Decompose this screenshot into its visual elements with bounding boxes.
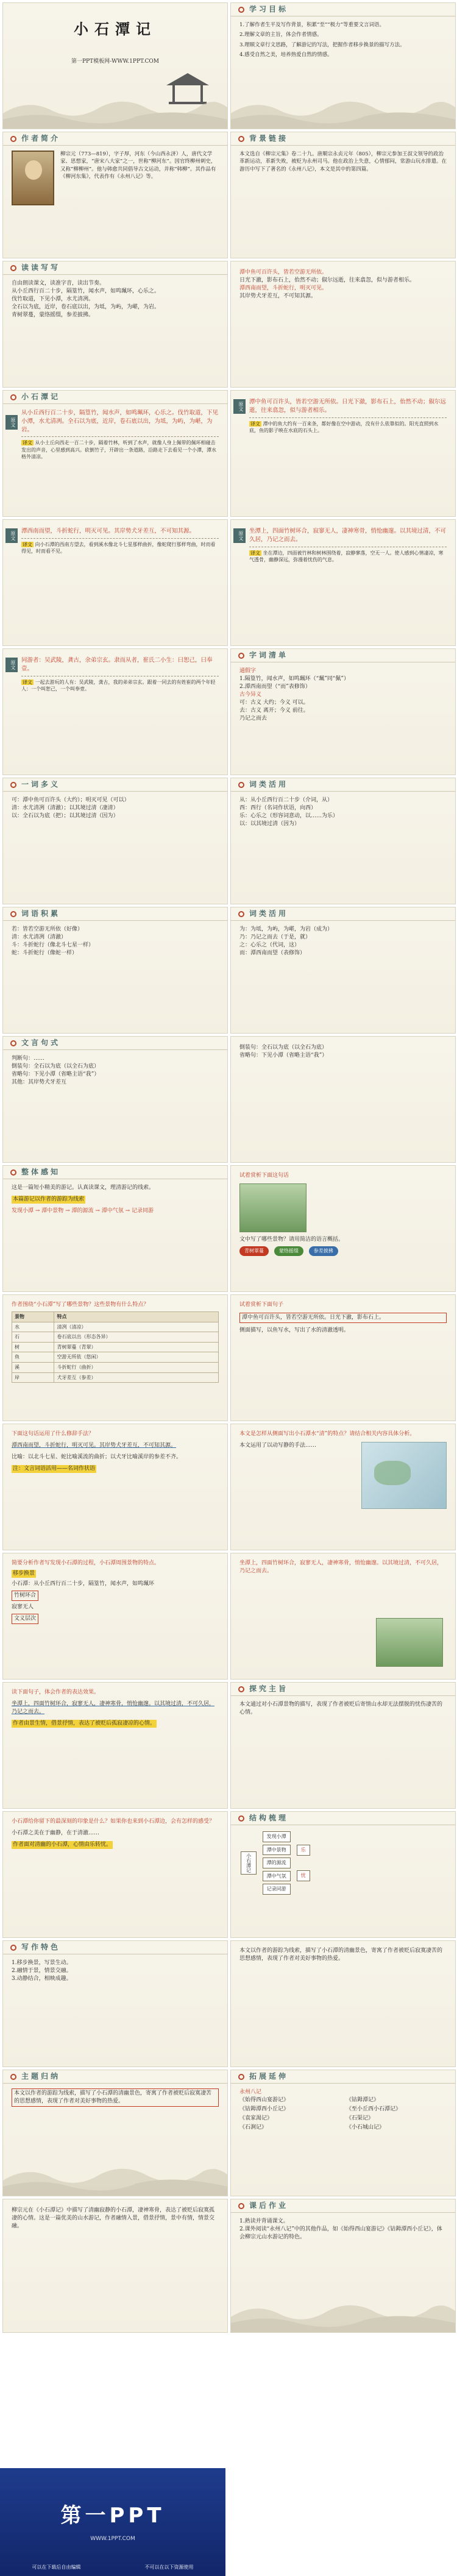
cilei-row: 乐：心乐之（形容词意动，以……为乐） xyxy=(239,813,339,820)
slide-header xyxy=(3,132,227,146)
last-text: 柳宗元在《小石潭记》中描写了清幽寂静的小石潭，凄神寒骨，表达了被贬后寂寞孤凄的心情。这是一篇优美的山水游记，作者融情入景，借景抒情，景中有情，情景交融。 xyxy=(12,2207,215,2230)
juzi-item: 省略句：下见小潭（省略主语“我”） xyxy=(239,1052,328,1059)
original-text: 坐潭上，四面竹树环合，寂寥无人，凄神寒骨，悄怆幽邃。以其境过清，不可久居，乃记之而去。 xyxy=(249,528,447,543)
slide-header xyxy=(3,778,227,792)
circle-icon xyxy=(238,2074,244,2080)
tuozhan-item: 《钴鉧潭记》 xyxy=(346,2097,380,2104)
slide-title: 探究主旨 xyxy=(249,1684,289,1693)
text2-slide xyxy=(230,390,456,517)
translation-box xyxy=(21,538,219,555)
juzi-item: 倒装句：全石以为底（以全石为底） xyxy=(12,1063,100,1070)
xiaomian-title: 下面这句话运用了什么修辞手法？ xyxy=(12,1431,94,1437)
zuofa-note: 作者由景生情，借景抒情，表达了被贬后孤寂凄凉的心情。 xyxy=(12,1720,157,1728)
translation-box xyxy=(249,417,447,435)
circle-icon xyxy=(10,2074,16,2080)
slide-header xyxy=(3,261,227,275)
tuozhan-item: 《石渠记》 xyxy=(346,2115,374,2122)
xiezuo-item: 1.移步换景，写景生动。 xyxy=(12,1960,72,1966)
tuozhan-item: 《始得西山宴游记》 xyxy=(239,2097,289,2104)
zhuti-text: 本文通过对小石潭景物的描写，表现了作者被贬后寄情山水却无法摆脱的忧伤凄苦的心情。 xyxy=(239,1701,443,1716)
original-tag: 原文 xyxy=(5,415,18,430)
wei-slide xyxy=(230,907,456,1034)
ruo-row: 蛇：斗折蛇行（像蛇一样） xyxy=(12,950,78,957)
table-cell: 清冽（清凉） xyxy=(54,1322,219,1332)
yiduo-item: 可：潭中鱼可百许头（大约）；明灭可见（可以） xyxy=(12,797,130,803)
jiegou-slide xyxy=(230,1811,456,1938)
zuofa-text: 坐潭上，四面竹树环合，寂寥无人，凄神寒骨，悄怆幽邃。以其境过清，不可久居，乃记之而去。 xyxy=(239,1560,443,1575)
diagram-node: 潭中景物 xyxy=(263,1845,291,1856)
hills-decoration xyxy=(3,92,227,129)
yiduo-item: 以：全石以为底（把）；以其境过清（因为） xyxy=(12,813,119,820)
reading-line: 全石以为底，近岸，卷石底以出，为坻，为屿，为嵁，为岩。 xyxy=(12,304,160,311)
structure-diagram xyxy=(239,1830,447,1931)
bubble-label: 青树翠蔓 xyxy=(239,1246,269,1256)
circle-icon xyxy=(10,1945,16,1951)
slide-title: 小石潭记 xyxy=(21,392,61,401)
xiaomian-tip: 注：文言词语活用——名词作状语 xyxy=(12,1465,96,1473)
cilei-slide xyxy=(230,778,456,904)
circle-icon xyxy=(238,653,244,659)
vocab-slide xyxy=(230,648,456,775)
background-text: 本文选自《柳宗元集》卷二十九。唐顺宗永贞元年（805），柳宗元参加王叔文领导的政治革新运动，革新失败，被贬为永州司马。他在政治上失意，心情郁闷，常游山玩水排遣。在游历中写下了著名的《永州八记》，本文是其中的第四篇。 xyxy=(239,151,447,172)
cover-slide xyxy=(2,2,228,129)
reading-line: 潭中鱼可百许头，皆若空游无所依。 xyxy=(239,269,328,275)
circle-icon xyxy=(10,136,16,142)
xiaomian-text: 潭西南而望，斗折蛇行，明灭可见。其岸势犬牙差互，不可知其源。 xyxy=(12,1442,177,1449)
juzi-item: 省略句：下见小潭（省略主语“我”） xyxy=(12,1071,100,1078)
xiaomian-slide xyxy=(2,1424,228,1550)
translation-tag: 译文 xyxy=(23,541,32,547)
slide-title: 一词多义 xyxy=(21,779,61,789)
translation-box xyxy=(21,676,219,693)
circle-icon xyxy=(10,394,16,400)
zhongjie-text: 本文以作者的游踪为线索，描写了小石潭的清幽景色，寄寓了作者被贬后寂寞凄苦的思想感情，表现了作者对美好事物的热爱。 xyxy=(239,1948,443,1962)
wei-row: 而：潭西南而望（表修饰） xyxy=(239,950,306,957)
table-cell: 鱼 xyxy=(12,1352,54,1363)
slide-title: 学习目标 xyxy=(249,4,289,13)
reading-slide-2 xyxy=(230,261,456,388)
table-header: 特点 xyxy=(54,1312,219,1322)
table-title: 作者围绕“小石潭”写了哪些景物？这些景物有什么特点？ xyxy=(12,1302,149,1308)
original-text: 潭西南而望，斗折蛇行，明灭可见。其岸势犬牙差互，不可知其源。 xyxy=(21,528,196,534)
list-item: 4.感受自然之美，培养热爱自然的情感。 xyxy=(239,51,333,58)
author-portrait xyxy=(12,151,54,205)
slide-header xyxy=(3,907,227,921)
juzi-item: 倒装句：全石以为底（以全石为底） xyxy=(239,1045,328,1051)
translation-text: 向小石潭的西南方望去，看到溪水像北斗七星那样曲折，像蛇爬行那样弯曲，时而看得见，时而看不见。 xyxy=(21,541,216,555)
table-cell: 水 xyxy=(12,1322,54,1332)
original-tag: 原文 xyxy=(233,399,246,414)
zuofa-slide xyxy=(2,1682,228,1809)
hills-decoration xyxy=(231,92,455,129)
vocab-item: 可：古义 大约；今义 可以。 xyxy=(239,700,309,706)
reading-line: 青树翠蔓，蒙络摇缀，参差披拂。 xyxy=(12,312,94,319)
ruo-row: 若：皆若空游无所依（好像） xyxy=(12,926,83,932)
zhengti-slide xyxy=(2,1165,228,1292)
table-row xyxy=(12,1332,219,1343)
xinshang-text: 文中写了哪些景物？请用简洁的语言概括。 xyxy=(239,1237,344,1243)
slide-header xyxy=(231,1812,455,1825)
translation-box xyxy=(21,436,219,461)
zuoye-slide xyxy=(230,2199,456,2333)
zhengti-line2: 发现小潭 → 潭中景物 → 潭的源流 → 潭中气氛 → 记录同游 xyxy=(12,1208,154,1215)
table-cell: 斗折蛇行（曲折） xyxy=(54,1363,219,1373)
table-row xyxy=(12,1363,219,1373)
zhongjie-slide xyxy=(2,2070,228,2196)
circle-icon xyxy=(10,265,16,271)
shangxi-slide xyxy=(230,1294,456,1421)
table-row xyxy=(12,1372,219,1383)
juzi-slide xyxy=(2,1036,228,1163)
wei-row: 之：心乐之（代词，这） xyxy=(239,942,300,949)
slide-title: 字词清单 xyxy=(249,650,289,659)
circle-icon xyxy=(10,911,16,917)
cilei-row: 以：以其境过清（因为） xyxy=(239,821,300,828)
table-cell: 青树翠蔓（青翠） xyxy=(54,1342,219,1352)
circle-icon xyxy=(238,7,244,13)
slide-title: 主题归纳 xyxy=(21,2071,61,2081)
text1-slide xyxy=(2,390,228,517)
goals-slide xyxy=(230,2,456,129)
text5-slide xyxy=(2,648,228,775)
slide-title: 整体感知 xyxy=(21,1167,61,1176)
reading-line: 伐竹取道，下见小潭，水尤清冽。 xyxy=(12,296,94,303)
slide-header xyxy=(231,132,455,146)
author-slide xyxy=(2,132,228,258)
fenxi-line: 竹树环合 xyxy=(12,1591,38,1601)
slide-title: 词类活用 xyxy=(249,779,289,789)
slide-title: 词类活用 xyxy=(249,909,289,918)
xinshang-slide xyxy=(230,1165,456,1292)
slide-header xyxy=(3,2070,227,2084)
original-tag: 原文 xyxy=(5,528,18,543)
juzi-item: 其他：其岸势犬牙差互 xyxy=(12,1079,67,1086)
text3-slide xyxy=(2,519,228,646)
footer-logo-banner xyxy=(0,2468,225,2576)
circle-icon xyxy=(238,136,244,142)
shangxi-title: 试着赏析下面句子 xyxy=(239,1302,284,1308)
translation-text: 坐在潭边，四面被竹林和树林围绕着，寂静寥落，空无一人。使人感到心情凄凉，寒气透骨，幽静深远，弥漫着忧伤的气息。 xyxy=(249,550,444,563)
vocab-item: 1.隔篁竹，闻水声，如鸣珮环（“珮”同“佩”） xyxy=(239,676,349,683)
fenxi-slide-2 xyxy=(230,1553,456,1680)
circle-icon xyxy=(10,1169,16,1176)
translation-text: 从小土丘向西走一百二十步，隔着竹林，听到了水声，就像人身上佩带的佩环相碰击发出的声音，心里感到高兴。砍倒竹子，开辟出一条道路，沿路走下去看见一个小潭，潭水格外清凉。 xyxy=(21,440,216,460)
author-text: 柳宗元（773—819），字子厚，河东（今山西永济）人，唐代文学家、思想家，“唐宋八大家”之一，世称“柳河东”。因官终柳州刺史，又称“柳柳州”。他与韩愈共同倡导古文运动，并称“韩柳”。其作品有《柳河东集》，代表作有《永州八记》等。 xyxy=(60,151,216,180)
cover-subtitle: 第一PPT模板网-WWW.1PPT.COM xyxy=(71,59,160,65)
qinggan-text: 小石潭之美在于幽静，在于清澈…… xyxy=(12,1830,100,1837)
tuozhan-subtitle: 永州八记 xyxy=(239,2089,262,2095)
juzi-slide-2 xyxy=(230,1036,456,1163)
circle-icon xyxy=(10,1040,16,1046)
table-row xyxy=(12,1322,219,1332)
map-title: 本文是怎样从侧面写出小石潭水“清”的特点？请结合相关内容具体分析。 xyxy=(239,1431,416,1437)
slide-header xyxy=(231,2199,455,2213)
tuozhan-item: 《石涧记》 xyxy=(239,2124,267,2131)
translation-tag: 译文 xyxy=(250,550,260,556)
ruo-slide xyxy=(2,907,228,1034)
tuozhan-item: 《小石城山记》 xyxy=(346,2124,385,2131)
fenxi-line: 移步换景 xyxy=(12,1570,36,1578)
wei-row: 为：为坻，为屿，为嵁，为岩（成为） xyxy=(239,926,333,932)
translation-text: 一起去游玩的人有：吴武陵，龚古，我的弟弟宗玄。跟着一同去的有姓崔的两个年轻人：一个叫恕己，一个叫奉壹。 xyxy=(21,679,216,692)
cover-title: 小石潭记 xyxy=(74,20,157,38)
landscape-image xyxy=(376,1618,443,1667)
juzi-item: 判断句：…… xyxy=(12,1056,45,1062)
map-text: 本文运用了以动写静的手法…… xyxy=(239,1442,317,1449)
fenxi-slide xyxy=(2,1553,228,1680)
fenxi-title: 简要分析作者写发现小石潭的过程，小石潭周围景物的特点。 xyxy=(12,1560,160,1566)
reading-line: 日光下澈，影布石上，佁然不动；俶尔远逝，往来翕忽，似与游者相乐。 xyxy=(239,277,416,284)
shangxi-text: 潭中鱼可百许头，皆若空游无所依。日光下澈，影布石上。 xyxy=(239,1313,447,1323)
xiaomian-note: 比喻：以北斗七星、蛇比喻溪流的曲折；以犬牙比喻溪岸的参差不齐。 xyxy=(12,1454,182,1461)
slide-header xyxy=(231,649,455,662)
wei-row: 乃：乃记之而去（于是，就） xyxy=(239,934,311,941)
vocab-item: 2.潭西南而望（“而”表修饰） xyxy=(239,684,311,690)
logo-text: 第一PPT xyxy=(60,2503,165,2528)
zuoye-item: 1.熟读并背诵课文。 xyxy=(239,2218,289,2224)
vocab-item: 去：古义 离开；今义 前往。 xyxy=(239,708,309,714)
zhuti-slide xyxy=(230,1682,456,1809)
yiduo-item: 清：水尤清冽（清澈）；以其境过清（凄清） xyxy=(12,805,119,812)
hills-decoration xyxy=(231,2296,455,2332)
zhengti-line1: 本篇游记以作者的游踪为线索 xyxy=(12,1196,85,1204)
footer-tag: 不可以在以下资源使用 xyxy=(144,2564,194,2571)
original-text: 潭中鱼可百许头，皆若空游无所依。日光下澈，影布石上，佁然不动；俶尔远逝，往来翕忽，似与游者相乐。 xyxy=(249,399,447,414)
ruo-row: 斗：斗折蛇行（像北斗七星一样） xyxy=(12,942,94,949)
table-row xyxy=(12,1342,219,1352)
last-slide xyxy=(2,2199,228,2333)
original-tag: 原文 xyxy=(5,658,18,672)
diagram-node: 潭的源流 xyxy=(263,1857,291,1868)
table-row xyxy=(12,1352,219,1363)
slide-header xyxy=(231,2070,455,2084)
zuoye-item: 2.课外阅读“永州八记”中的其他作品，如《始得西山宴游记》《钴鉧潭西小丘记》，体会柳宗元山水游记的特色。 xyxy=(239,2226,442,2241)
table-header: 景物 xyxy=(12,1312,54,1322)
tuozhan-item: 《袁家渴记》 xyxy=(239,2115,273,2122)
slide-header xyxy=(3,1941,227,1954)
slide-header xyxy=(231,907,455,921)
hills-decoration xyxy=(3,2159,227,2196)
circle-icon xyxy=(238,1686,244,1692)
diagram-node: 潭中气氛 xyxy=(263,1871,291,1882)
slide-header xyxy=(231,778,455,792)
bubble-label: 蒙络摇缀 xyxy=(274,1246,303,1256)
original-tag: 原文 xyxy=(233,528,246,543)
table-cell: 溪 xyxy=(12,1363,54,1373)
zhongjie-text: 本文以作者的游踪为线索，描写了小石潭的清幽景色，寄寓了作者被贬后寂寞凄苦的思想感情，表现了作者对美好事物的热爱。 xyxy=(12,2088,219,2107)
slide-title: 课后作业 xyxy=(249,2201,289,2210)
fenxi-line: 寂寥无人 xyxy=(12,1604,34,1611)
zuofa-text: 坐潭上，四面竹树环合，寂寥无人，凄神寒骨，悄怆幽邃。以其境过清，不可久居，乃记之而去。 xyxy=(12,1701,215,1716)
slide-title: 拓展延伸 xyxy=(249,2071,289,2081)
slide-header xyxy=(3,1037,227,1050)
table-cell: 岸 xyxy=(12,1372,54,1383)
slide-header xyxy=(231,3,455,16)
table-cell: 卷石底以出（形态各异） xyxy=(54,1332,219,1343)
shangxi-note: 侧面描写，以鱼写水，写出了水的清澈透明。 xyxy=(239,1327,350,1334)
original-text: 从小丘西行百二十步，隔篁竹，闻水声，如鸣珮环，心乐之。伐竹取道，下见小潭，水尤清冽。全石以为底，近岸，卷石底以出，为坻，为屿，为嵁，为岩。 xyxy=(21,410,219,433)
logo-url: WWW.1PPT.COM xyxy=(90,2535,135,2542)
reading-line: 潭西南而望，斗折蛇行，明灭可见。 xyxy=(239,285,328,292)
cilei-row: 西：西行（名词作状语，向西） xyxy=(239,805,317,812)
slide-title: 结构梳理 xyxy=(249,1813,289,1822)
reading-line: 自由朗读课文，读准字音，读出节奏。 xyxy=(12,280,105,286)
slide-header xyxy=(231,1683,455,1696)
diagram-emotion: 忧 xyxy=(297,1870,310,1881)
circle-icon xyxy=(238,782,244,788)
translation-tag: 译文 xyxy=(23,440,32,446)
diagram-node: 记录同游 xyxy=(263,1884,291,1895)
slide-title: 文言句式 xyxy=(21,1038,61,1047)
qinggan-title: 小石潭给你留下的最深刻的印象是什么？如果你也来到小石潭边，会有怎样的感受？ xyxy=(12,1818,215,1825)
circle-icon xyxy=(10,782,16,788)
goals-list xyxy=(239,21,447,59)
list-item: 2.理解文章的主旨，体会作者情感。 xyxy=(239,32,322,38)
ruo-row: 清：水尤清冽（清澈） xyxy=(12,934,67,941)
reading-line: 从小丘西行百二十步，隔篁竹，闻水声，如鸣珮环，心乐之。 xyxy=(12,288,160,295)
fenxi-line: 文义层次 xyxy=(12,1614,38,1624)
reading-line: 其岸势犬牙差互，不可知其源。 xyxy=(239,293,317,300)
list-item: 1.了解作者生平及写作背景，积累“至”“极力”等重要文言词语。 xyxy=(239,22,384,28)
slide-title: 背景链接 xyxy=(249,133,289,143)
footer-tag: 可以在下载后自由编辑 xyxy=(32,2564,81,2571)
circle-icon xyxy=(238,1815,244,1822)
table-cell: 犬牙差互（参差） xyxy=(54,1372,219,1383)
xiezuo-slide xyxy=(2,1940,228,2067)
yiduo-slide xyxy=(2,778,228,904)
tuozhan-item: 《至小丘西小石潭记》 xyxy=(346,2106,402,2113)
slide-header xyxy=(3,1166,227,1179)
table-cell: 树 xyxy=(12,1342,54,1352)
zhongjie-slide-top xyxy=(230,1940,456,2067)
slide-title: 读读写写 xyxy=(21,263,61,272)
diagram-emotion: 乐 xyxy=(297,1845,310,1856)
tuozhan-item: 《钴鉧潭西小丘记》 xyxy=(239,2106,289,2113)
diagram-node: 发现小潭 xyxy=(263,1831,291,1842)
original-text: 同游者：吴武陵，龚古，余弟宗玄。隶而从者，崔氏二小生：曰恕己，曰奉壹。 xyxy=(21,657,213,672)
bubble-label: 参差披拂 xyxy=(309,1246,338,1256)
table-cell: 石 xyxy=(12,1332,54,1343)
tuozhan-slide xyxy=(230,2070,456,2196)
translation-box xyxy=(249,547,447,564)
slide-title: 词语积累 xyxy=(21,909,61,918)
translation-tag: 译文 xyxy=(23,679,32,685)
cilei-row: 从：从小丘西行百二十步（介词，从） xyxy=(239,797,333,803)
xiezuo-item: 2.融情于景，情景交融。 xyxy=(12,1968,72,1975)
table-slide xyxy=(2,1294,228,1421)
background-slide xyxy=(230,132,456,258)
slide-header xyxy=(3,391,227,404)
list-item: 3.理顺文章行文思路，了解游记的写法，把握作者移步换景的描写方法。 xyxy=(239,41,405,48)
slide-title: 写作特色 xyxy=(21,1942,61,1951)
translation-tag: 译文 xyxy=(250,420,260,427)
circle-icon xyxy=(238,911,244,917)
xinshang-title: 试着赏析下面这句话 xyxy=(239,1173,289,1179)
zhengti-text: 这是一篇短小精美的游记。认真读课文，理清游记的线索。 xyxy=(12,1185,155,1191)
table-cell: 空游无所依（悠闲） xyxy=(54,1352,219,1363)
zuofa-title: 读下面句子，体会作者的表达效果。 xyxy=(12,1689,100,1695)
landscape-image xyxy=(239,1183,306,1232)
xiezuo-item: 3.动静结合，相映成趣。 xyxy=(12,1976,72,1982)
text4-slide xyxy=(230,519,456,646)
vocab-item: 乃记之而去 xyxy=(239,715,267,722)
diagram-root: 小石潭记 xyxy=(241,1851,257,1875)
qinggan-slide xyxy=(2,1811,228,1938)
slide-title: 作者简介 xyxy=(21,133,61,143)
translation-text: 潭中的鱼大约有一百来条，都好像在空中游动，没有什么依靠似的。阳光直照到水底，鱼的影子映在水底的石头上。 xyxy=(249,420,439,434)
vocab-item: 通假字 xyxy=(239,668,257,674)
vocab-item: 古今异义 xyxy=(239,692,262,698)
map-image xyxy=(361,1442,447,1509)
fenxi-line: 小石潭：从小丘西行百二十步，隔篁竹，闻水声，如鸣珮环 xyxy=(12,1581,155,1588)
map-slide xyxy=(230,1424,456,1550)
qinggan-note: 作者面对清幽的小石潭，心情由乐转忧。 xyxy=(12,1841,113,1849)
circle-icon xyxy=(238,2203,244,2209)
reading-slide xyxy=(2,261,228,388)
scenery-table xyxy=(12,1311,219,1383)
